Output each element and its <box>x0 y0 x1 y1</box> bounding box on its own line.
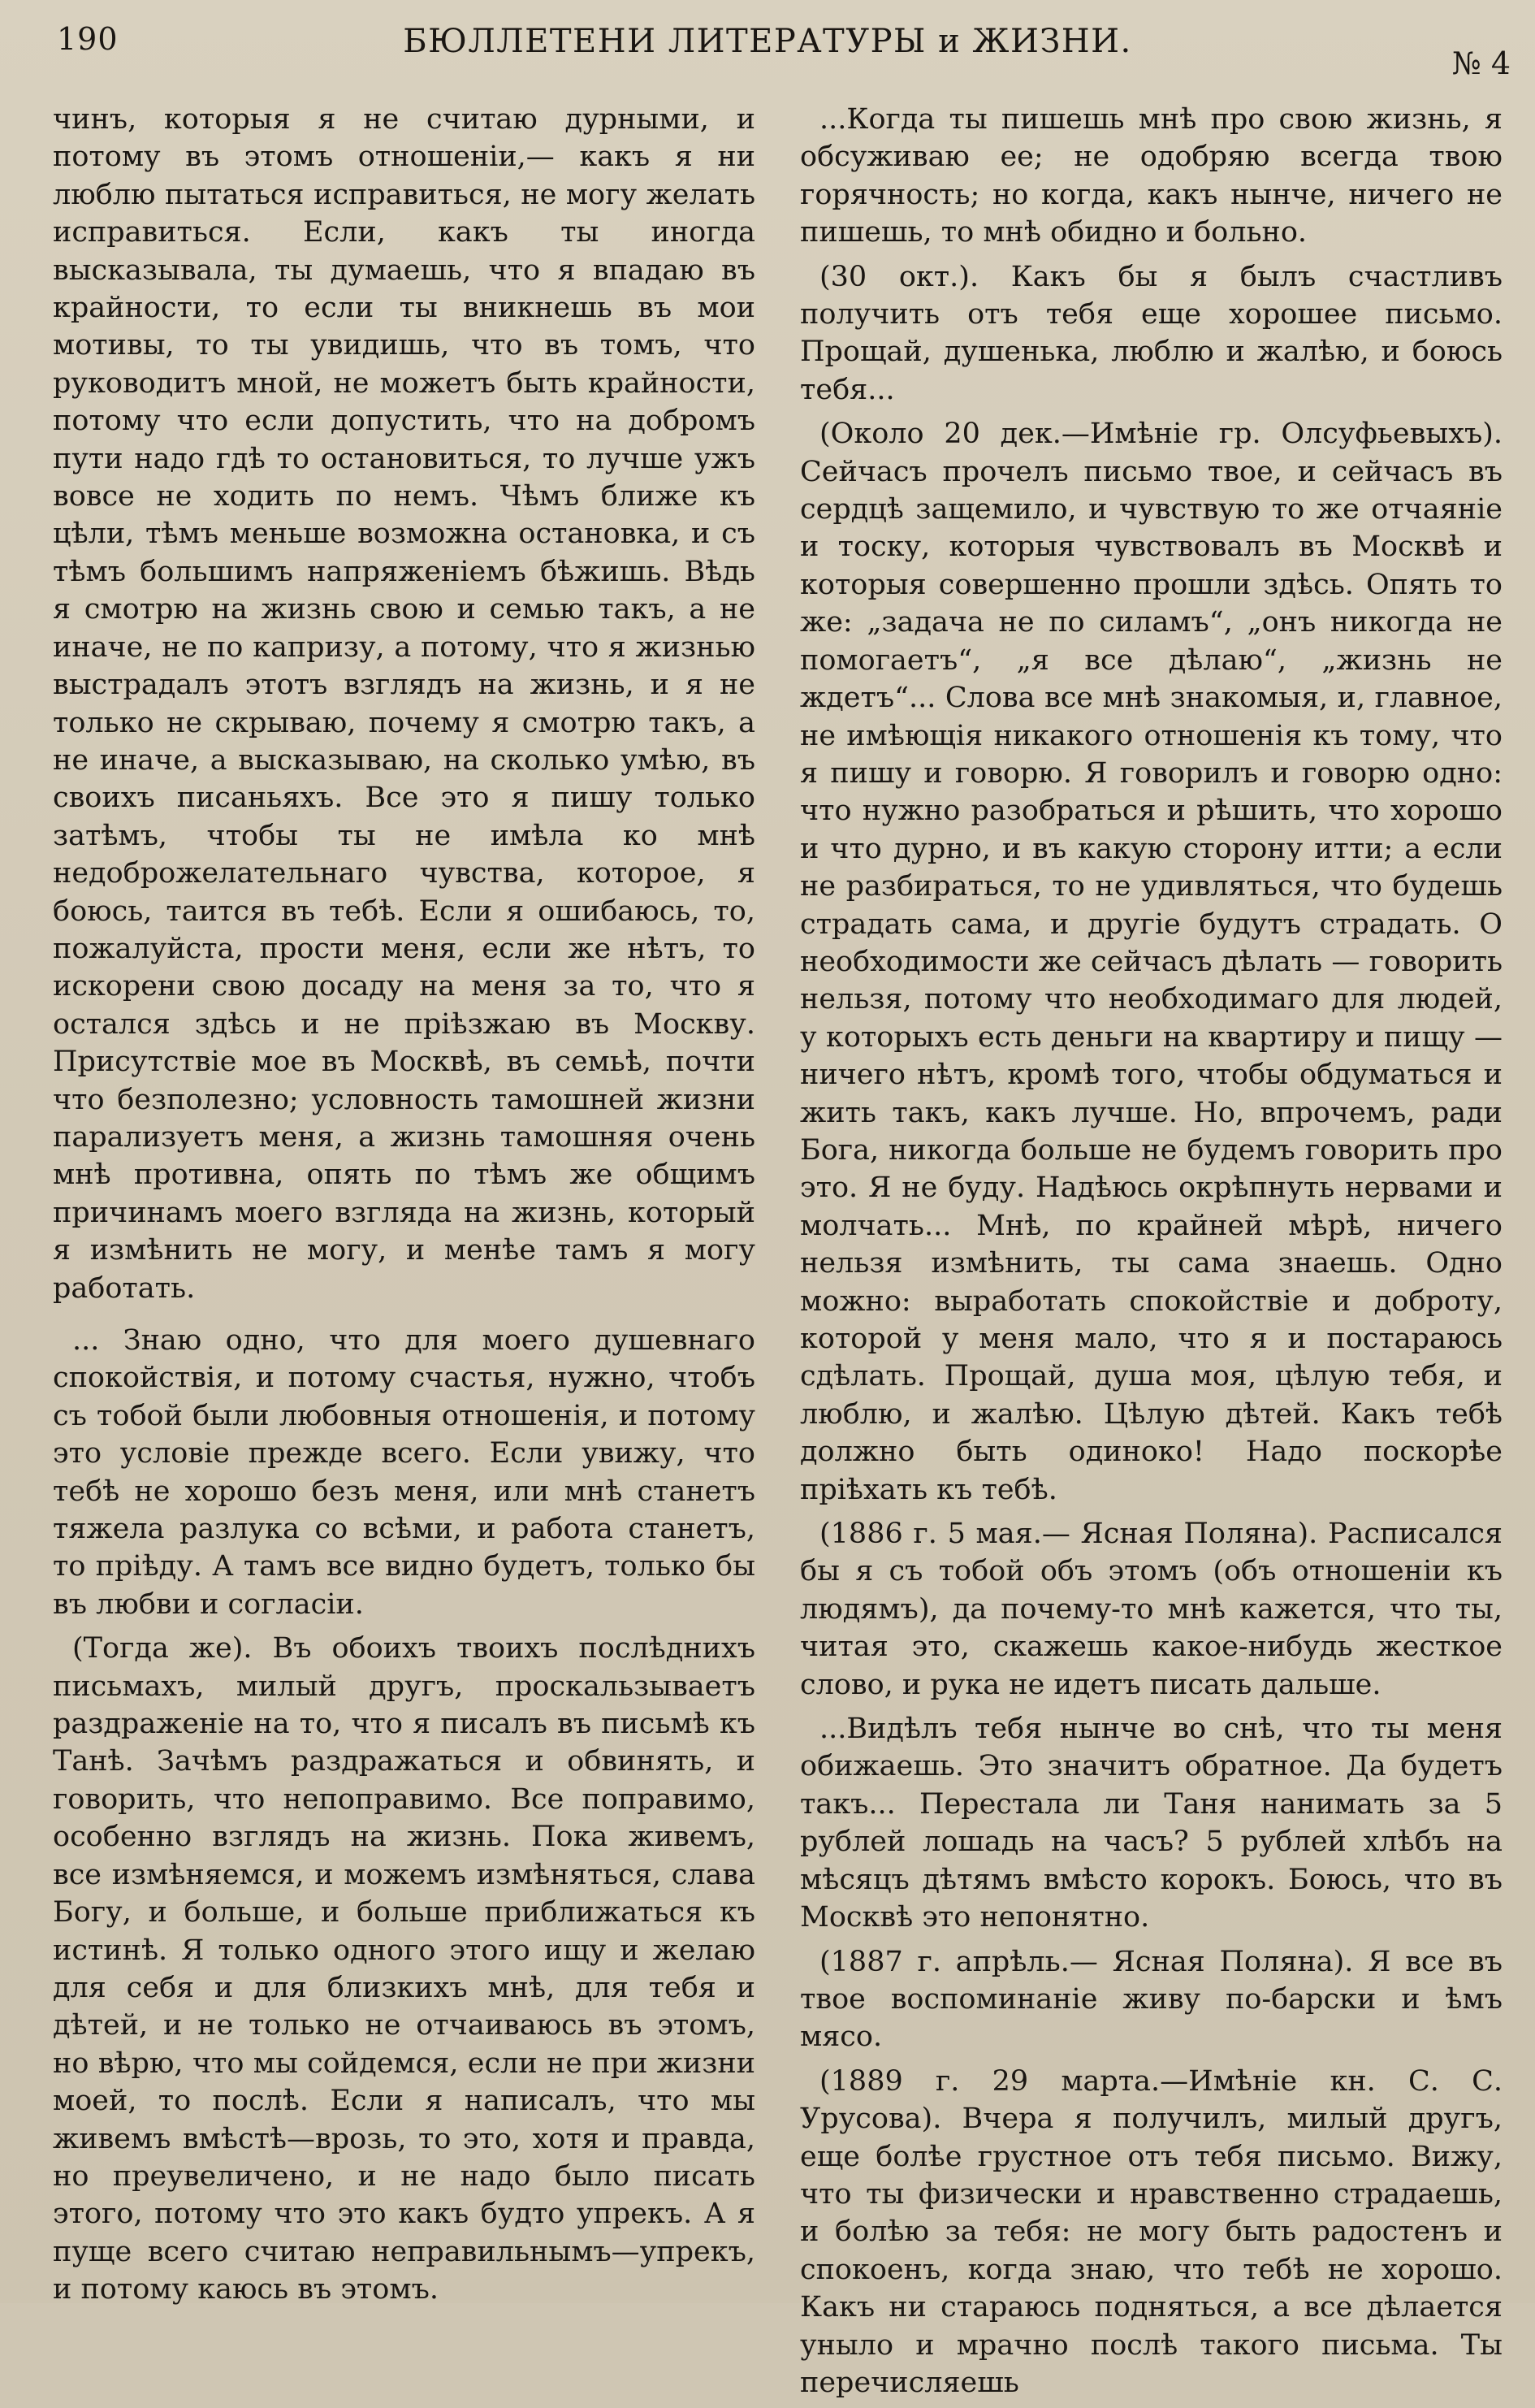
page-number: 190 <box>57 21 119 57</box>
paragraph: (1886 г. 5 мая.— Ясная Поляна). Расписался бы я съ тобой объ этомъ (объ отношенiи къ людямъ), да почему-то мнѣ кажется, что ты, читая это, скажешь какое-нибудь жесткое слово, и рука не идетъ писать дальше. <box>800 1518 1503 1701</box>
paragraph: (Около 20 дек.—Имѣнiе гр. Олсуфьевыхъ). Сейчасъ прочелъ письмо твое, и сейчасъ въ сердцѣ защемило, и чувствую то же отчаянiе и тоску, которыя чувствовалъ въ Москвѣ и которыя совершенно прошли здѣсь. Опять то же: „задача не по силамъ“, „онъ никогда не помогаетъ“, „я все дѣлаю“, „жизнь не ждетъ“... Слова все мнѣ знакомыя, и, главное, не имѣющiя никакого отношенiя къ тому, что я пишу и говорю. Я говорилъ и говорю одно: что нужно разобраться и рѣшить, что хорошо и что дурно, и въ какую сторону итти; а если не разбираться, то не удивляться, что будешь страдать сама, и другiе будутъ страдать. О необходимости же сейчасъ дѣлать — говорить нельзя, потому что необходимаго для людей, у которыхъ есть деньги на квартиру и пищу — ничего нѣтъ, кромѣ того, чтобы обдуматься и жить такъ, какъ лучше. Но, впрочемъ, ради Бога, никогда больше не будемъ говорить про это. Я не буду. Надѣюсь окрѣпнуть нервами и молчать... Мнѣ, по крайней мѣрѣ, ничего нельзя измѣнить, ты сама знаешь. Одно можно: выработать спокойствiе и доброту, которой у меня мало, что я и постараюсь сдѣлать. Прощай, душа моя, цѣлую тебя, и люблю, и жалѣю. Цѣлую дѣтей. Какъ тебѣ должно быть одиноко! Надо поскорѣе прiѣхать къ тебѣ. <box>800 418 1503 1506</box>
paragraph: (1889 г. 29 марта.—Имѣнiе кн. С. С. Урусова). Вчера я получилъ, милый другъ, еще болѣе грустное отъ тебя письмо. Вижу, что ты физически и нравственно страдаешь, и болѣю за тебя: не могу быть радостенъ и спокоенъ, когда знаю, что тебѣ не хорошо. Какъ ни стараюсь подняться, а все дѣлается уныло и мрачно послѣ такого письма. Ты перечисляешь <box>800 2064 1503 2399</box>
paragraph: ...Когда ты пишешь мнѣ про свою жизнь, я обсуживаю ее; не одобряю всегда твою горячность; но когда, какъ нынче, ничего не пишешь, то мнѣ обидно и больно. <box>800 103 1503 249</box>
paragraph: чинъ, которыя я не считаю дурными, и потому въ этомъ отношенiи,— какъ я ни люблю пытаться исправиться, не могу желать исправиться. Если, какъ ты иногда высказывала, ты думаешь, что я впадаю въ крайности, то если ты вникнешь въ мои мотивы, то ты увидишь, что въ томъ, что руководитъ мной, не можетъ быть крайности, потому что если допустить, что на добромъ пути надо гдѣ то остановиться, то лучше ужъ вовсе не ходить по немъ. Чѣмъ ближе къ цѣли, тѣмъ меньше возможна остановка, и съ тѣмъ большимъ напряженiемъ бѣжишь. Вѣдь я смотрю на жизнь свою и семью такъ, а не иначе, не по капризу, а потому, что я жизнью выстрадалъ этотъ взглядъ на жизнь, и я не только не скрываю, почему я смотрю такъ, а не иначе, а высказываю, на сколько умѣю, въ своихъ писаньяхъ. Все это я пишу только затѣмъ, чтобы ты не имѣла ко мнѣ недоброжелательнаго чувства, которое, я боюсь, таится въ тебѣ. Если я ошибаюсь, то, пожалуйста, прости меня, если же нѣтъ, то искорени свою досаду на меня за то, что я остался здѣсь и не прiѣзжаю въ Москву. Присутствiе мое въ Москвѣ, въ семьѣ, почти что безполезно; условность тамошней жизни парализуетъ меня, а жизнь тамошняя очень мнѣ противна, опять по тѣмъ же общимъ причинамъ моего взгляда на жизнь, который я измѣнить не могу, и менѣе тамъ я могу работать. <box>53 103 755 1305</box>
issue-number: № 4 <box>1451 45 1511 81</box>
paragraph: ... Знаю одно, что для моего душевнаго спокойствiя, и потому счастья, нужно, чтобъ съ тобой были любовныя отношенiя, и потому это условiе прежде всего. Если увижу, что тебѣ не хорошо безъ меня, или мнѣ станетъ тяжела разлука со всѣми, и работа станетъ, то прiѣду. А тамъ все видно будетъ, только бы въ любви и согласiи. <box>53 1324 755 1621</box>
left-column <box>53 101 755 2315</box>
paragraph: (Тогда же). Въ обоихъ твоихъ послѣднихъ письмахъ, милый другъ, проскальзываетъ раздраженiе на то, что я писалъ въ письмѣ къ Танѣ. Зачѣмъ раздражаться и обвинять, и говорить, что непоправимо. Все поправимо, особенно взглядъ на жизнь. Пока живемъ, все измѣняемся, и можемъ измѣняться, слава Богу, и больше, и больше приближаться къ истинѣ. Я только одного этого ищу и желаю для себя и для близкихъ мнѣ, для тебя и дѣтей, и не только не отчаиваюсь въ этомъ, но вѣрю, что мы сойдемся, если не при жизни моей, то послѣ. Если я написалъ, что мы живемъ вмѣстѣ—врозь, то это, хотя и правда, но преувеличено, и не надо было писать этого, потому что это какъ будто упрекъ. А я пуще всего считаю неправильнымъ—упрекъ, и потому каюсь въ этомъ. <box>53 1632 755 2306</box>
page-header <box>0 0 1535 97</box>
paragraph: ...Видѣлъ тебя нынче во снѣ, что ты меня обижаешь. Это значитъ обратное. Да будетъ такъ... Перестала ли Таня нанимать за 5 рублей лошадь на часъ? 5 рублей хлѣбъ на мѣсяцъ дѣтямъ вмѣсто корокъ. Боюсь, что въ Москвѣ это непонятно. <box>800 1713 1503 1934</box>
running-title: БЮЛЛЕТЕНИ ЛИТЕРАТУРЫ и ЖИЗНИ. <box>403 23 1132 60</box>
paragraph: (30 окт.). Какъ бы я былъ счастливъ получить отъ тебя еще хорошее письмо. Прощай, душенька, люблю и жалѣю, и боюсь тебя... <box>800 260 1503 406</box>
right-column <box>800 101 1503 2408</box>
paragraph: (1887 г. апрѣль.— Ясная Поляна). Я все въ твое воспоминанiе живу по-барски и ѣмъ мясо. <box>800 1945 1503 2054</box>
